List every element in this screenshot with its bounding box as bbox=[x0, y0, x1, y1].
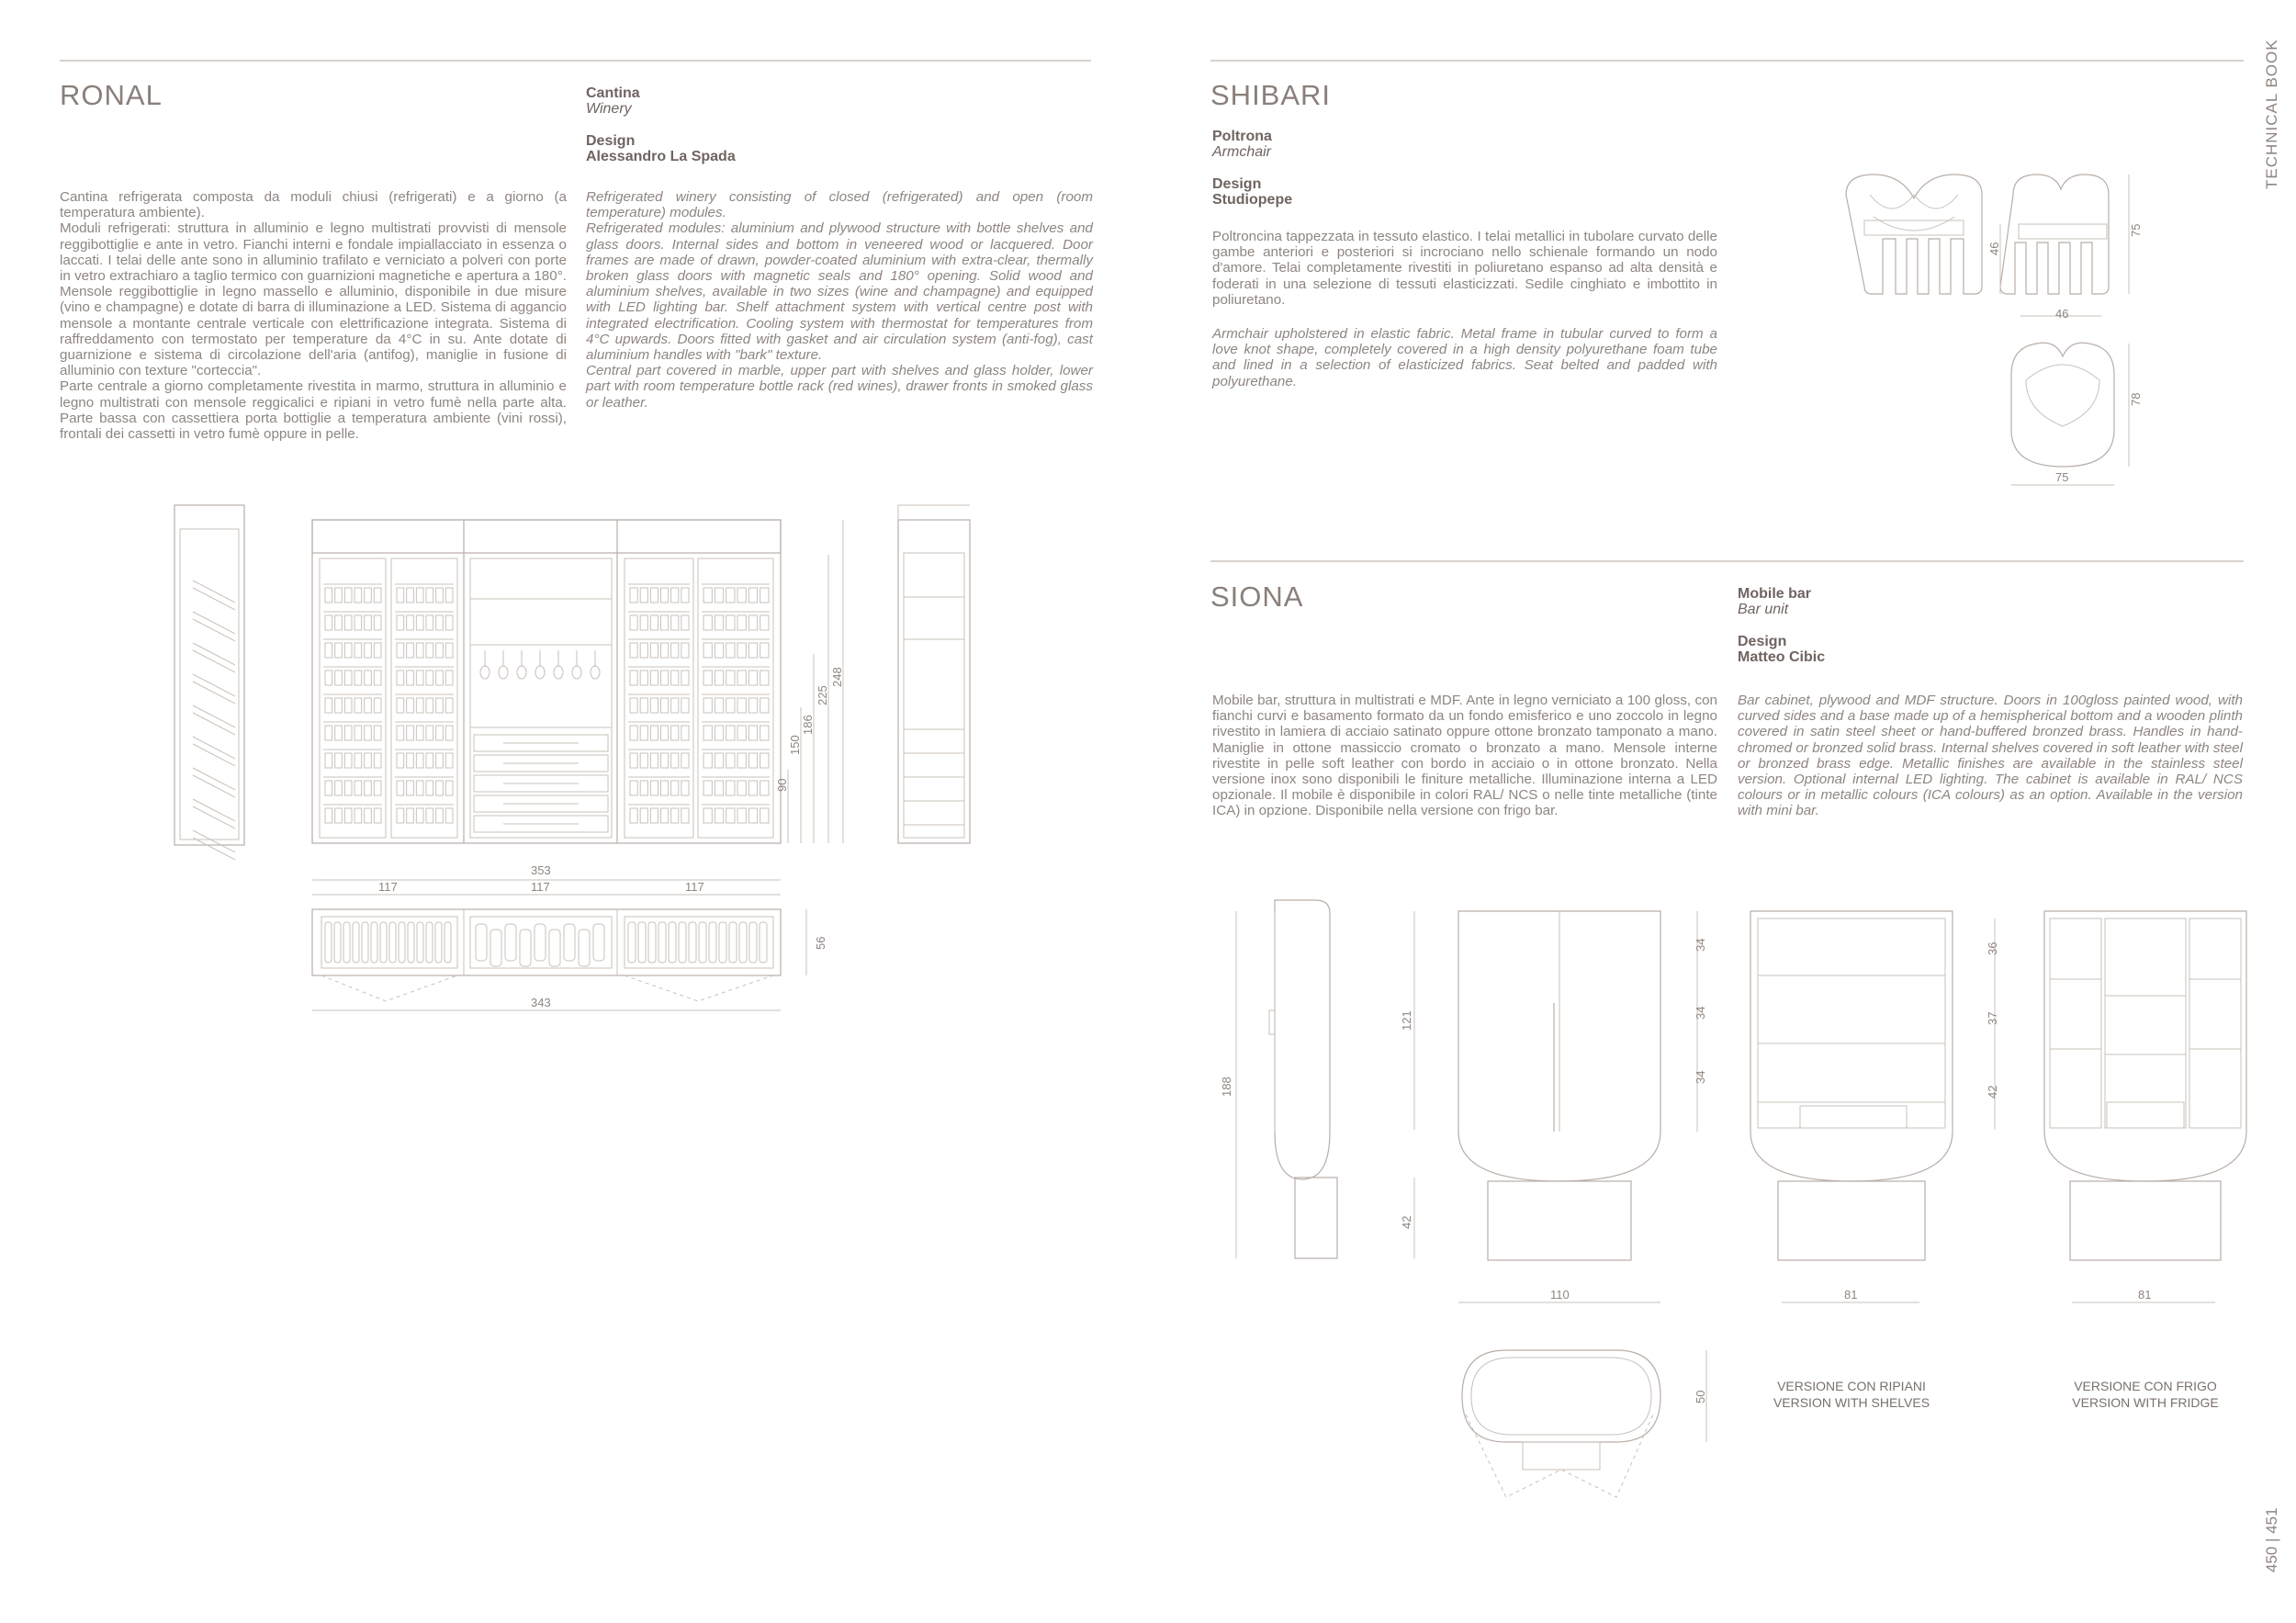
caption-shelves-en: VERSION WITH SHELVES bbox=[1773, 1395, 1930, 1410]
siona-caption-fridge bbox=[2054, 1378, 2237, 1411]
ronal-dim-w343: 343 bbox=[531, 996, 551, 1009]
siona-dim-s34c: 34 bbox=[1694, 1070, 1707, 1084]
shibari-dim-w75: 75 bbox=[2055, 470, 2069, 484]
caption-fridge-en: VERSION WITH FRIDGE bbox=[2072, 1395, 2219, 1410]
ronal-category-en: Winery bbox=[586, 101, 632, 117]
shibari-design-label: Design bbox=[1212, 176, 1262, 192]
ronal-text-en: Refrigerated winery consisting of closed (refrigerated) and open (room temperature) modules. Refrigerated modules: aluminium and plywood structure with bottle shelves and glass doors. Internal sides and bottom in veneered wood or lacquered. Door frames are made of drawn, powder-coated aluminium with extra-clear, thermally broken glass doors with magnetic seals and 180° opening. Solid wood and aluminium shelves, available in two sizes (wine and champagne) and equipped with LED lighting bar. Shelf attachment system with vertical centre post with integrated electrification. Cooling system with thermostat for temperatures from 4°C upwards. Doors fitted with gasket and air circulation system (anti-fog), cast aluminium handles with "bark" texture. Central part covered in marble, upper part with shelves and glass holder, lower part with room temperature bottle rack (red wines), drawer fronts in smoked glass or leather. bbox=[586, 189, 1093, 411]
siona-dim-s34a: 34 bbox=[1694, 938, 1707, 952]
shibari-category-it: Poltrona bbox=[1212, 129, 1272, 144]
caption-shelves-it: VERSIONE CON RIPIANI bbox=[1777, 1379, 1926, 1393]
shibari-designer: Studiopepe bbox=[1212, 192, 1293, 208]
siona-dim-w81a: 81 bbox=[1844, 1288, 1858, 1302]
siona-open-fridge bbox=[1995, 911, 2246, 1302]
siona-dim-d50: 50 bbox=[1694, 1390, 1707, 1403]
ronal-title: RONAL bbox=[60, 79, 163, 111]
shibari-category-en: Armchair bbox=[1212, 144, 1272, 160]
ronal-dim-h225: 225 bbox=[816, 685, 829, 705]
ronal-dim-d56: 56 bbox=[814, 936, 827, 950]
siona-caption-shelves bbox=[1760, 1378, 1943, 1411]
technical-book-tab: TECHNICAL BOOK bbox=[2263, 39, 2280, 189]
shibari-text-it: Poltroncina tappezzata in tessuto elastico. I telai metallici in tubolare curvato delle gambe anteriori e posteriori si incrociano nello schienale formando un nodo d'amore. Telai completamente rivestiti in poliuretano espanso ad alta densità e foderati in una selezione di tessuti elasticizzati. Sedile cinghiato e imbottito in poliuretano. bbox=[1212, 229, 1717, 308]
siona-dim-s34b: 34 bbox=[1694, 1006, 1707, 1020]
ronal-dim-w353: 353 bbox=[531, 863, 551, 877]
siona-dim-h188: 188 bbox=[1220, 1076, 1233, 1097]
siona-text-it: Mobile bar, struttura in multistrati e MDF. Ante in legno verniciato a 100 gloss, con fianchi curvi e basamento formato da un fondo emisferico e uno zoccolo in legno rivestito in lamiera di acciaio satinato oppure ottone bronzato tamponato a mano. Maniglie in ottone massiccio cromato o bronzato a mano. Mensole interne rivestite in pelle soft leather con bordo in acciaio o in ottone bronzato. Nella versione inox sono disponibili le finiture metalliche. Illuminazione interna a LED opzionale. Il mobile è disponibile in colori RAL/ NCS o nelle tinte metalliche (tinte ICA) in opzione. Disponibile nella versione con frigo bar. bbox=[1212, 693, 1717, 819]
siona-designer: Matteo Cibic bbox=[1738, 649, 1826, 665]
shibari-dim-seat46: 46 bbox=[1987, 242, 2001, 255]
siona-dim-w110: 110 bbox=[1550, 1288, 1570, 1302]
shibari-dim-w46: 46 bbox=[2055, 307, 2069, 321]
siona-dim-h42: 42 bbox=[1400, 1215, 1413, 1229]
shibari-title: SHIBARI bbox=[1210, 79, 1332, 111]
ronal-dim-h186: 186 bbox=[801, 715, 815, 735]
siona-category-it: Mobile bar bbox=[1738, 586, 1812, 602]
shibari-text-en: Armchair upholstered in elastic fabric. Metal frame in tubular curved to form a love knot shape, completely covered in a high density polyurethane foam tube and lined in a selection of elasticized fabrics. Seat belted and padded with polyurethane. bbox=[1212, 326, 1717, 389]
siona-dim-s36: 36 bbox=[1986, 941, 1999, 955]
siona-design-label: Design bbox=[1738, 634, 1787, 649]
page-numbers: 450 | 451 bbox=[2263, 1507, 2280, 1572]
shibari-dim-h75: 75 bbox=[2129, 223, 2143, 237]
ronal-dim-h150: 150 bbox=[788, 735, 802, 755]
siona-open-shelves bbox=[1750, 911, 1953, 1302]
siona-front-closed bbox=[1458, 911, 1697, 1302]
siona-dim-w81b: 81 bbox=[2138, 1288, 2152, 1302]
ronal-designer: Alessandro La Spada bbox=[586, 149, 736, 164]
siona-dim-s37: 37 bbox=[1986, 1011, 1999, 1025]
siona-dim-h121: 121 bbox=[1400, 1010, 1413, 1031]
ronal-dim-w117a: 117 bbox=[378, 880, 398, 894]
ronal-text-it: Cantina refrigerata composta da moduli chiusi (refrigerati) e a giorno (a temperatura ambiente). Moduli refrigerati: struttura in alluminio e legno multistrati provvisti di mensole reggibottiglie e ante in vetro. Fianchi interni e fondale impiallacciato in essenza o laccati. I telai delle ante sono in alluminio trafilato e verniciato a polveri con porte in vetro extrachiaro a taglio termico con guarnizioni magnetiche e apertura a 180°. Mensole reggibottiglie in legno massello e alluminio, disponibile in due misure (vino e champagne) e dotate di barra di illuminazione a LED. Sistema di aggancio mensole a montante centrale verticale con elettrificazione integrata. Sistema di raffreddamento con termostato per temperature da 4°C in su. Ante dotate di guarnizione e sistema di circolazione dell'aria (antifog), maniglie in fusione di alluminio con texture "corteccia". Parte centrale a giorno completamente rivestita in marmo, struttura in alluminio e legno multistrati con mensole reggicalici e ripiani in vetro fumè nella parte alta. Parte bassa con cassettiera porta bottiglie a temperatura ambiente (vini rossi), frontali dei cassetti in vetro fumè oppure in pelle. bbox=[60, 189, 567, 443]
siona-category-en: Bar unit bbox=[1738, 602, 1789, 617]
ronal-dim-w117b: 117 bbox=[531, 880, 550, 894]
ronal-dim-h90: 90 bbox=[775, 778, 789, 792]
siona-side-view bbox=[1236, 900, 1414, 1258]
ronal-design-label: Design bbox=[586, 133, 636, 149]
caption-fridge-it: VERSIONE CON FRIGO bbox=[2074, 1379, 2217, 1393]
shibari-dim-d78: 78 bbox=[2129, 392, 2143, 406]
siona-title: SIONA bbox=[1210, 580, 1304, 613]
ronal-category-it: Cantina bbox=[586, 85, 640, 101]
siona-dim-s42: 42 bbox=[1986, 1085, 1999, 1099]
ronal-dim-h248: 248 bbox=[830, 667, 844, 687]
siona-text-en: Bar cabinet, plywood and MDF structure. Doors in 100gloss painted wood, with curved sides and a base made up of a hemispherical bottom and a wooden plinth covered in satin steel sheet or hand-buffered bronzed brass. Handles in hand-chromed or bronzed solid brass. Internal shelves covered in soft leather with steel or bronzed brass edge. Metallic finishes are available in the stainless steel version. Optional internal LED lighting. The cabinet is available in RAL/ NCS colours or in metallic colours (ICA colours) as an option. Available in the version with mini bar. bbox=[1738, 693, 2243, 819]
siona-plan-view bbox=[1462, 1350, 1706, 1497]
ronal-dim-w117c: 117 bbox=[685, 880, 704, 894]
